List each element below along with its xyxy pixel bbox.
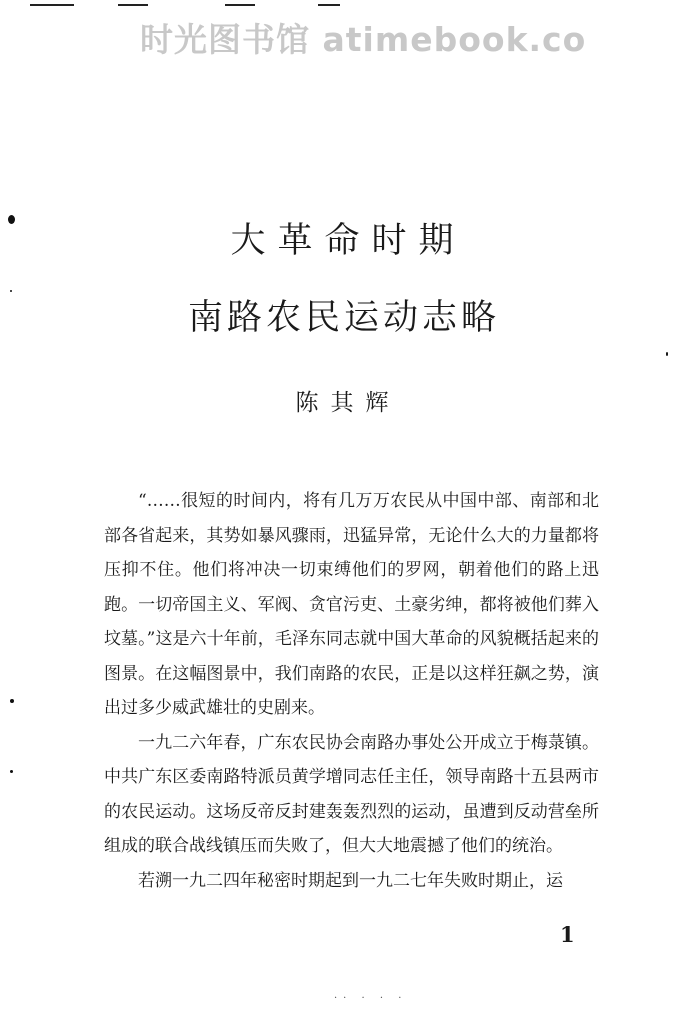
paragraph: “……很短的时间内，将有几万万农民从中国中部、南部和北部各省起来，其势如暴风骤雨，迅猛异常，无论什么大的力量都将压抑不住。他们将冲决一切束缚他们的罗网，朝着他们的路上迅跑。一切帝国主义、军阀、贪官污吏、土豪劣绅，都将被他们葬入坟墓。”这是六十年前，毛泽东同志就中国大革命的风貌概括起来的图景。在这幅图景中，我们南路的农民，正是以这样狂飙之势，演出过多少威武雄壮的史剧来。 (104, 491, 599, 718)
author-name: 陈其辉 (295, 390, 401, 416)
scan-edge-line (118, 4, 148, 6)
scan-speck (10, 699, 14, 703)
scan-edge-line (30, 4, 74, 6)
article-title-line2: 南路农民运动志略 (187, 298, 500, 338)
article-body (104, 484, 599, 898)
footer-marks: ·· · · · (334, 993, 408, 1004)
scan-edge-line (225, 4, 255, 6)
watermark: 时光图书馆 atimebook.co (140, 20, 587, 59)
article-title-line1: 大革命时期 (230, 221, 466, 261)
paragraph: 一九二六年春，广东农民协会南路办事处公开成立于梅菉镇。中共广东区委南路特派员黄学增同志任主任，领导南路十五县两市的农民运动。这场反帝反封建轰轰烈烈的运动，虽遭到反动营垒所组成的联合战线镇压而失败了，但大大地震撼了他们的统治。 (104, 732, 599, 856)
scan-speck (10, 770, 13, 773)
scan-edge-line (318, 4, 340, 6)
paragraph: 若溯一九二四年秘密时期起到一九二七年失败时期止，运 (138, 870, 563, 891)
page-number: 1 (560, 922, 575, 947)
scan-speck (666, 352, 668, 356)
